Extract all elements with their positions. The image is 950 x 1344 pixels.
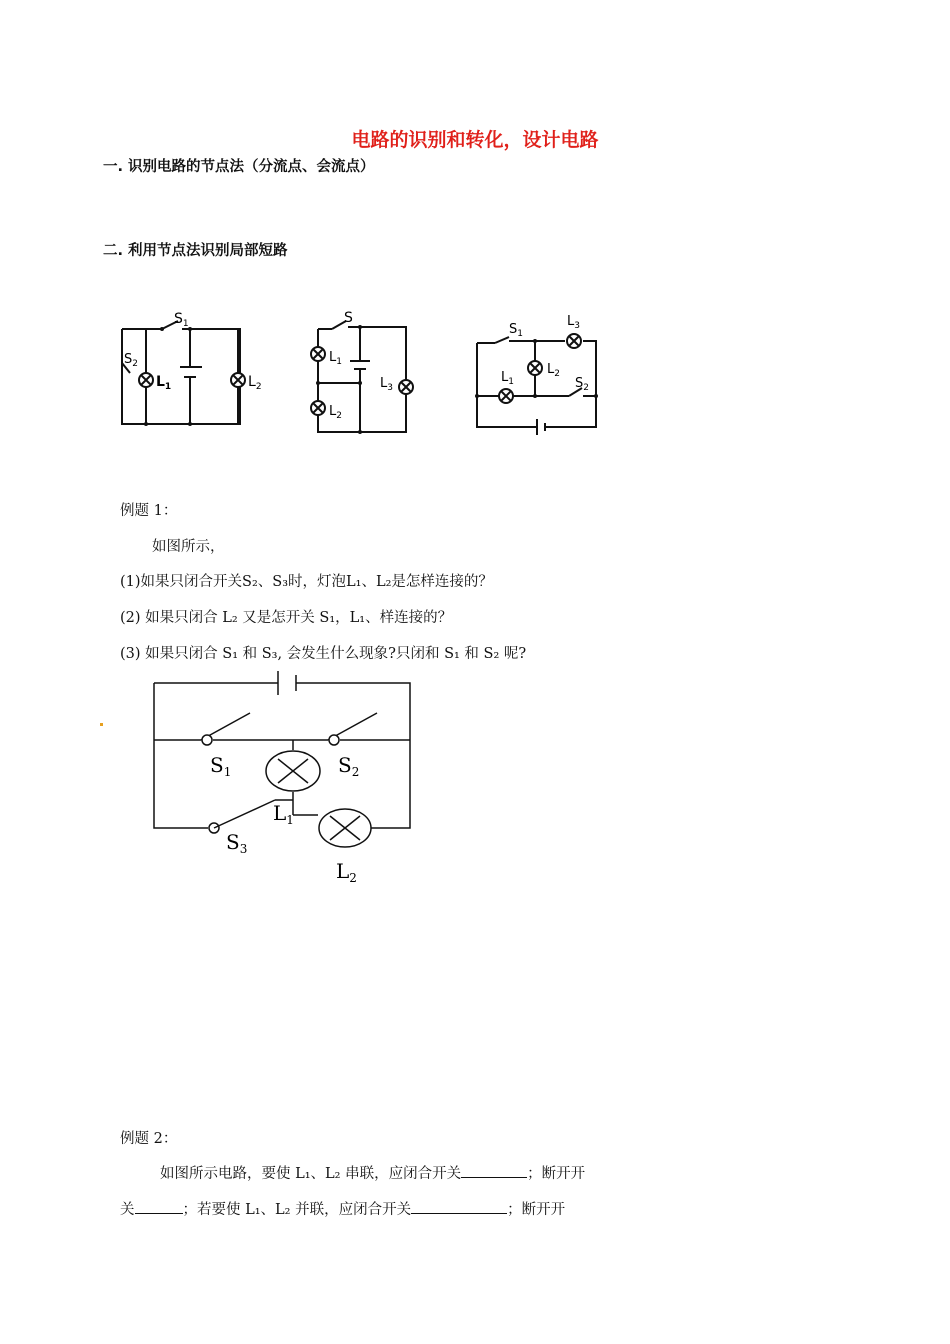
d2-l3-label: $L_3$ (380, 376, 393, 393)
example-1-circuit (100, 665, 430, 890)
blank-close-switch-parallel[interactable] (411, 1199, 507, 1214)
example-1-question-3: (3) 如果只闭合 S₁ 和 S₃, 会发生什么现象?只闭和 S₁ 和 S₂ 呢? (120, 646, 527, 662)
d1-l1-label: $L_1$ (156, 374, 172, 392)
page-title: 电路的识别和转化，设计电路 (351, 129, 599, 151)
example-2-line-1: 如图所示电路，要使 L₁、L₂ 串联，应闭合开关 ；断开开 (160, 1162, 585, 1183)
blank-open-switch-series[interactable] (135, 1199, 183, 1214)
ex1-s2-label: $S_2$ (338, 753, 360, 779)
example-1-question-1: (1)如果只闭合开关S₂、S₃时，灯泡L₁、L₂是怎样连接的？ (120, 574, 493, 590)
circuit-diagram-1 (110, 305, 280, 435)
d3-l1-label: $L_1$ (501, 370, 514, 387)
d3-s2-label: $S_2$ (575, 376, 589, 393)
d3-l2-label: $L_2$ (547, 362, 560, 379)
example-1-intro: 如图所示， (152, 539, 225, 555)
circuit-diagram-3 (465, 305, 615, 445)
d3-s1-label: $S_1$ (509, 322, 523, 339)
d2-l2-label: $L_2$ (329, 404, 342, 421)
section-2-heading: 二. 利用节点法识别局部短路 (103, 243, 288, 259)
example-2-line-2: 关 ；若要使 L₁、L₂ 并联，应闭合开关 ；断开开 (120, 1198, 565, 1219)
d1-s2-label: $S_2$ (124, 352, 138, 369)
d2-s-label: S (344, 310, 353, 326)
example-1-label: 例题 1： (120, 503, 178, 519)
ex1-s3-label: $S_3$ (226, 830, 248, 856)
ex1-l2-label: $L_2$ (336, 859, 357, 885)
example-2-label: 例题 2： (120, 1131, 178, 1147)
circuit-diagram-2 (300, 305, 425, 440)
ex1-s1-label: $S_1$ (210, 753, 232, 779)
blank-close-switch-series[interactable] (461, 1163, 527, 1178)
section-1-heading: 一. 识别电路的节点法（分流点、会流点） (103, 159, 375, 175)
d1-l2-label: $L_2$ (248, 374, 262, 392)
ex1-l1-label: $L_1$ (273, 801, 294, 827)
d3-l3-label: $L_3$ (567, 314, 580, 331)
example-1-question-2: (2) 如果只闭合 L₂ 又是怎开关 S₁，L₁、样连接的？ (120, 610, 453, 626)
d2-l1-label: $L_1$ (329, 350, 342, 367)
d1-s1-label: $S_1$ (174, 311, 189, 329)
